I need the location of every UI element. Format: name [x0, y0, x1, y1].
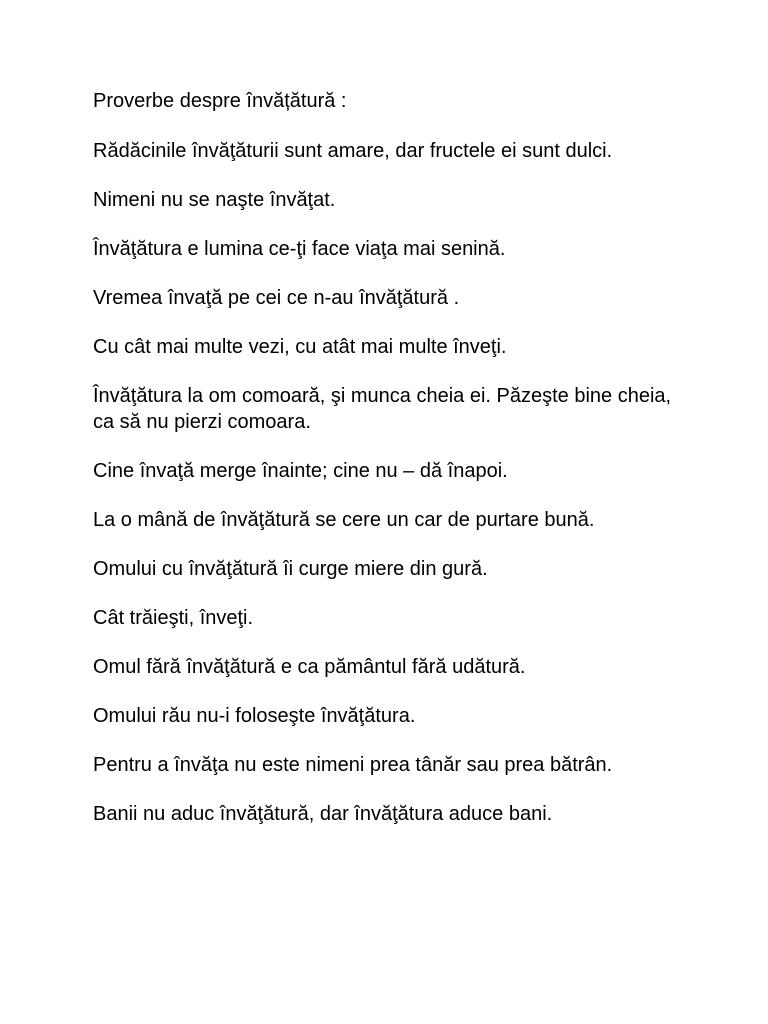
proverb-item: Nimeni nu se naşte învăţat.	[93, 189, 336, 211]
proverb-item: Învăţătura e lumina ce-ţi face viaţa mai senină.	[93, 238, 506, 260]
proverb-item: Omului rău nu-i foloseşte învăţătura.	[93, 705, 416, 727]
proverb-item: Pentru a învăţa nu este nimeni prea tânăr sau prea bătrân.	[93, 754, 613, 776]
page-title: Proverbe despre învățătură :	[93, 90, 347, 112]
proverb-item: Omului cu învăţătură îi curge miere din gură.	[93, 558, 488, 580]
proverb-item: Cât trăieşti, înveţi.	[93, 607, 254, 629]
proverb-item: Învăţătura la om comoară, şi munca cheia ei. Păzeşte bine cheia, ca să nu pierzi comoara.	[93, 385, 672, 433]
proverb-item: Banii nu aduc învăţătură, dar învăţătura aduce bani.	[93, 803, 553, 825]
proverb-item: Cine învaţă merge înainte; cine nu – dă înapoi.	[93, 460, 508, 482]
proverb-item: Cu cât mai multe vezi, cu atât mai multe înveţi.	[93, 336, 507, 358]
proverb-item: Rădăcinile învăţăturii sunt amare, dar fructele ei sunt dulci.	[93, 140, 613, 162]
document-content	[93, 88, 693, 850]
proverb-item: La o mână de învăţătură se cere un car de purtare bună.	[93, 509, 595, 531]
proverb-item: Vremea învaţă pe cei ce n-au învăţătură .	[93, 287, 460, 309]
proverb-item: Omul fără învăţătură e ca pământul fără udătură.	[93, 656, 526, 678]
